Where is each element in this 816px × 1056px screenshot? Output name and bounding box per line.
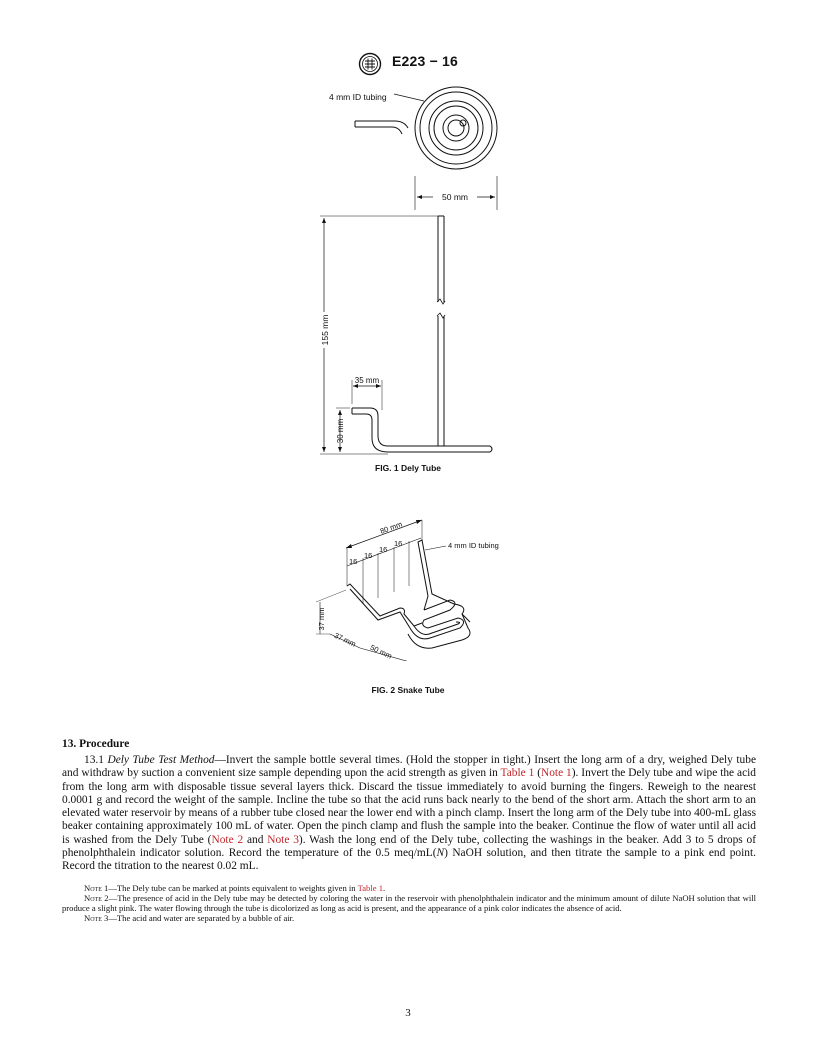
para-text: (	[534, 767, 541, 780]
table-1-link[interactable]: Table 1	[500, 767, 535, 780]
label-tubing: 4 mm ID tubing	[448, 541, 499, 550]
page-number: 3	[405, 1007, 411, 1019]
label-segment-3: 16	[379, 545, 388, 554]
label-tubing: 4 mm ID tubing	[329, 92, 387, 102]
label-height: 155 mm	[320, 314, 330, 346]
note-text: —The Dely tube can be marked at points equivalent to weights given in	[108, 882, 358, 893]
para-text: —Invert the sample bottle several times. (Hold the stopper in tight.) Insert the long arm of a dry, weighed Dely tube and withdraw by suction a convenient size sample depending upon the acid strength as given in	[62, 754, 757, 780]
note-2	[62, 894, 756, 913]
dely-tube-side-drawing	[352, 216, 492, 452]
label-segment-1: 16	[349, 557, 358, 566]
para-text: ). Wash the long end of the Dely tube, collecting the washings in the beaker. Add 3 to 5 drops of phenolphthalein indicator solution. Record the temperature of the 0.5 meq/mL(	[62, 833, 757, 860]
label-total: 80 mm	[378, 519, 404, 536]
label-height: 37 mm	[317, 607, 326, 631]
figure-2-caption: FIG. 2 Snake Tube	[371, 685, 445, 695]
note-label: Note 3	[84, 913, 109, 924]
note-3	[62, 914, 756, 924]
figure-2-snake-tube	[300, 516, 520, 661]
para-text: ) NaOH solution, and then titrate the sample to a pink end point. Record the titration to the nearest 0.02 mL.	[62, 847, 756, 873]
label-arm-height: 30 mm	[336, 418, 345, 444]
notes-block	[62, 884, 756, 924]
procedure-section	[62, 738, 756, 925]
label-length: 50 mm	[368, 642, 394, 661]
note-label: Note 2	[84, 893, 109, 904]
section-title: 13. Procedure	[62, 738, 130, 750]
astm-logo-icon	[358, 52, 382, 76]
para-heading: Dely Tube Test Method	[107, 754, 215, 766]
label-segment-4: 16	[394, 539, 403, 548]
label-width: 50 mm	[442, 192, 468, 202]
figure-1-dely-tube	[300, 80, 520, 460]
note-label: Note 1	[84, 882, 109, 893]
para-text: ). Invert the Dely tube and wipe the acid from the long arm with disposable tissue several layers thick. Discard the tissue immediately to avoid burning the fingers. Reweigh to the nearest 0.0001 g and record the weight of the sample. Incline the tube so that the acid runs back nearly to the bend of the short arm. Attach the short arm to an elevated water reservoir by means of a rubber tube closed near the lower end with a pinch clamp. Insert the long arm of the Dely tube into 400-mL glass beaker containing approximately 100 mL of water. Open the pinch clamp and flush the sample into the beaker. Continue the flow of water until all acid is washed from the Dely Tube (	[62, 767, 756, 846]
para-number: 13.1	[84, 754, 104, 766]
note-text: .	[383, 882, 386, 893]
standard-designation: E223 − 16	[392, 53, 459, 69]
note-text: —The acid and water are separated by a bubble of air.	[108, 913, 295, 924]
tubing-leader-line	[394, 94, 424, 101]
table-1-link[interactable]: Table 1	[357, 882, 383, 893]
paragraph-13-1	[62, 754, 756, 874]
para-text: and	[243, 833, 268, 846]
note-2-link[interactable]: Note 2	[211, 833, 244, 846]
label-arm-length: 35 mm	[354, 376, 380, 385]
figure-1-caption: FIG. 1 Dely Tube	[375, 463, 441, 473]
label-depth: 37 mm	[332, 630, 358, 649]
normality-symbol: N	[436, 847, 445, 860]
note-1	[62, 884, 756, 894]
note-1-link[interactable]: Note 1	[541, 767, 572, 780]
label-segment-2: 16	[364, 551, 373, 560]
page-header	[0, 52, 816, 76]
note-3-link[interactable]: Note 3	[267, 833, 299, 846]
note-text: —The presence of acid in the Dely tube may be detected by coloring the water in the reservoir with phenolphthalein indicator and the minimum amount of dilute NaOH solution that will produce a slight pink. The water flowing through the tube is dicolorized as long as acid is present, and the appearance of a pink color indicates the absence of acid.	[62, 893, 756, 913]
